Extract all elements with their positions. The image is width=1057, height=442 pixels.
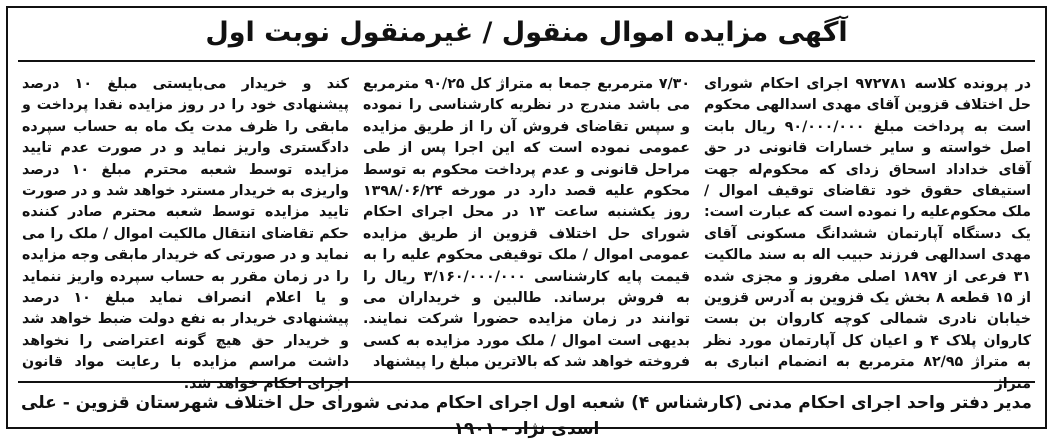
- notice-column-middle-text: ۷/۳۰ مترمربع جمعا به متراژ کل ۹۰/۲۵ مترمربع می باشد مندرج در نظریه کارشناسی را نموده و سپس تقاضای فروش آن را از طریق مزایده عمومی نموده است که این اجرا پس از طی مراحل قانونی و عدم پرداخت محکوم به توسط محکوم علیه قصد دارد در مورخه ۱۳۹۸/۰۶/۲۴ روز یکشنبه ساعت ۱۳ در محل اجرای احکام شورای حل اختلاف قزوین از طریق مزایده عمومی اموال / ملک توقیفی محکوم علیه را به قیمت پایه کارشناسی ۳/۱۶۰/۰۰۰/۰۰۰ ریال را به فروش برساند. طالبین و خریداران می توانند در زمان مزایده حضورا شرکت نمایند. بدیهی است اموال / ملک مورد مزایده به کسی فروخته خواهد شد که بالاترین مبلغ را پیشنهاد: [363, 76, 690, 371]
- notice-column-middle: [363, 74, 690, 376]
- notice-column-left: کند و خریدار می‌بایستی مبلغ ۱۰ درصد پیشنهادی خود را در روز مزایده نقدا پرداخت و مابقی را ظرف مدت یک ماه به حساب سپرده دادگستری واریز نماید و در صورت عدم تایید مزایده توسط شعبه محترم مبلغ ۱۰ درصد واریزی به خریدار مسترد خواهد شد و در صورت تایید مزایده توسط شعبه محترم صادر کننده حکم تقاضای انتقال مالکیت اموال / ملک را می نماید و در صورتی که خریدار مابقی وجه مزایده را در زمان مقرر به حساب سپرده واریز ننماید و یا اعلام انصراف نماید مبلغ ۱۰ درصد پیشنهادی خریدار به نفع دولت ضبط خواهد شد و خریدار حق هیچ گونه اعتراضی را نخواهد داشت مراسم مزایده با رعایت مواد قانون اجرای احکام خواهد شد.: [22, 76, 350, 392]
- notice-signature-footer: مدیر دفتر واحد اجرای احکام مدنی (کارشناس ۴) شعبه اول اجرای احکام مدنی شورای حل اختلاف شهرستان قزوین - علی اسدی نژاد - ۱۹۰۱: [21, 393, 1032, 439]
- notice-title: آگهی مزایده اموال منقول / غیرمنقول نوبت اول: [205, 17, 848, 48]
- notice-columns: [22, 74, 1032, 392]
- footer-divider: [18, 381, 1035, 383]
- notice-column-right: در پرونده کلاسه ۹۷۲۷۸۱ اجرای احکام شورای حل اختلاف قزوین آقای مهدی اسدالهی محکوم است به پرداخت مبلغ ۹۰/۰۰۰/۰۰۰ ریال بابت اصل خواسته و سایر خسارات قانونی در حق آقای خداداد اسحاق زدای که محکوم‌له جهت استیفای حقوق خود تقاضای توقیف اموال / ملک محکوم‌علیه را نموده است که عبارت است: یک دستگاه آپارتمان ششدانگ مسکونی آقای مهدی اسدالهی فرزند حبیب اله به سند مالکیت ۳۱ فرعی از ۱۸۹۷ اصلی مفروز و مجزی شده از ۱۵ قطعه ۸ بخش یک قزوین به آدرس قزوین خیابان نادری شمالی کوچه کاروان بن بست کاروان پلاک ۴ و اعیان کل آپارتمان مورد نظر به متراژ ۸۲/۹۵ مترمربع به انضمام انباری به متراژ: [704, 76, 1032, 392]
- title-divider: [18, 60, 1035, 62]
- notice-frame: [6, 6, 1047, 439]
